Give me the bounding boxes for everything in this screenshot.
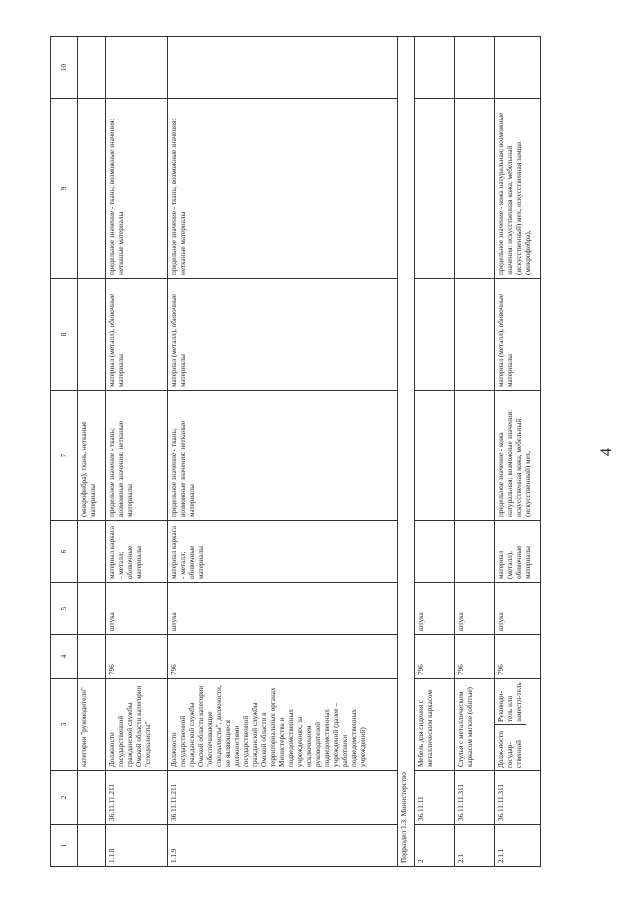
cell: [78, 771, 106, 825]
cell: предельное значение - ткань; возможные значения: нетканые материалы: [106, 99, 168, 279]
cell: 796: [415, 635, 455, 679]
cell: штука: [415, 583, 455, 635]
cell: Должности государственной гражданской службы Омской области категории "обеспечивающие специалисты", должности, не являющиеся должностями государственной гражданской службы Омской области в территориальных органах Министерства и подведомственных учреждениях, за исключением руководителей подведомственных учреждений (далее – работники подведомственных учреждений): [168, 679, 398, 771]
cell: Мебель для сидения с металлическим каркасом: [415, 679, 455, 771]
cell: [415, 521, 455, 583]
cell: [415, 279, 455, 391]
cell: 2: [415, 825, 455, 867]
col-header: 9: [51, 99, 78, 279]
cell: [78, 99, 106, 279]
table-row: [168, 37, 398, 867]
cell: штука: [168, 583, 398, 635]
cell: 796: [455, 635, 495, 679]
cell: [455, 279, 495, 391]
cell: 36.11.11.211: [106, 771, 168, 825]
cell: [78, 635, 106, 679]
cell: 1.1.9: [168, 825, 398, 867]
data-table: [50, 36, 541, 867]
cell: [78, 37, 106, 99]
table-row: [106, 37, 168, 867]
cell: 36.11.11.311: [455, 771, 495, 825]
cell: [78, 521, 106, 583]
cell: материал (металл), обивочные материалы: [495, 521, 541, 583]
section-title: Подраздел 1.3. Министерство: [398, 37, 415, 867]
rotated-table-container: [50, 37, 590, 867]
col-header: 7: [51, 391, 78, 521]
cell-split: [495, 679, 541, 771]
cell: 1.1.8: [106, 825, 168, 867]
cell: предельное значение - кожа натуральная; возможные значения: искусственная кожа, мебельный (искусственный) мех, искусственная замша (микрофибра),: [495, 99, 541, 279]
cell-part: Долж-ности государ-ственной: [495, 724, 526, 770]
table-row: [78, 37, 106, 867]
col-header: 6: [51, 521, 78, 583]
cell: 36.11.11: [415, 771, 455, 825]
cell: 2.1.1: [495, 825, 541, 867]
cell: материал (металл), обивочные материалы: [106, 279, 168, 391]
cell: 796: [106, 635, 168, 679]
cell: [415, 99, 455, 279]
cell: (микрофибра), ткань, нетканые материалы: [78, 391, 106, 521]
cell: штука: [455, 583, 495, 635]
header-row: [51, 37, 78, 867]
cell: 36.11.11.211: [168, 771, 398, 825]
cell: категории "руководители": [78, 679, 106, 771]
cell: [455, 37, 495, 99]
table-row: [495, 37, 541, 867]
cell: материал (металл), обивочные материалы: [495, 279, 541, 391]
cell: предельное значение - ткань; возможные значения: нетканые материалы: [168, 99, 398, 279]
cell: штука: [495, 583, 541, 635]
col-header: 3: [51, 679, 78, 771]
cell: [78, 825, 106, 867]
cell: [455, 391, 495, 521]
cell: [455, 521, 495, 583]
cell: 796: [495, 635, 541, 679]
cell: [106, 37, 168, 99]
col-header: 8: [51, 279, 78, 391]
page-number: 4: [598, 448, 615, 456]
cell: [78, 583, 106, 635]
cell: [168, 37, 398, 99]
cell: 2.1: [455, 825, 495, 867]
cell: [78, 279, 106, 391]
col-header: 10: [51, 37, 78, 99]
cell: [415, 391, 455, 521]
cell: [495, 37, 541, 99]
section-row: [398, 37, 415, 867]
table-row: [415, 37, 455, 867]
cell: материал каркаса - металл; обивочные материалы: [168, 521, 398, 583]
table-row: [455, 37, 495, 867]
cell: 36.11.11.311: [495, 771, 541, 825]
cell: предельное значение - кожа натуральная; возможные значения: искусственная кожа, мебельный (искусственный) мех,: [495, 391, 541, 521]
col-header: 1: [51, 825, 78, 867]
col-header: 4: [51, 635, 78, 679]
cell: материал каркаса - металл; обивочные материалы: [106, 521, 168, 583]
col-header: 5: [51, 583, 78, 635]
cell-part: Руководи-тель или замести-тель: [497, 682, 523, 722]
cell: предельное значение - ткань; возможные значения: нетканые материалы: [168, 391, 398, 521]
cell: материал (металл), обивочные материалы: [168, 279, 398, 391]
cell: Стулья с металлическим каркасом мягкие (обитые): [455, 679, 495, 771]
cell: Должности государственной гражданской службы Омской области категории "специалисты": [106, 679, 168, 771]
col-header: 2: [51, 771, 78, 825]
cell: штука: [106, 583, 168, 635]
cell: [455, 99, 495, 279]
cell: 796: [168, 635, 398, 679]
cell: предельное значение - ткань; возможные значения: нетканые материалы: [106, 391, 168, 521]
cell: [415, 37, 455, 99]
